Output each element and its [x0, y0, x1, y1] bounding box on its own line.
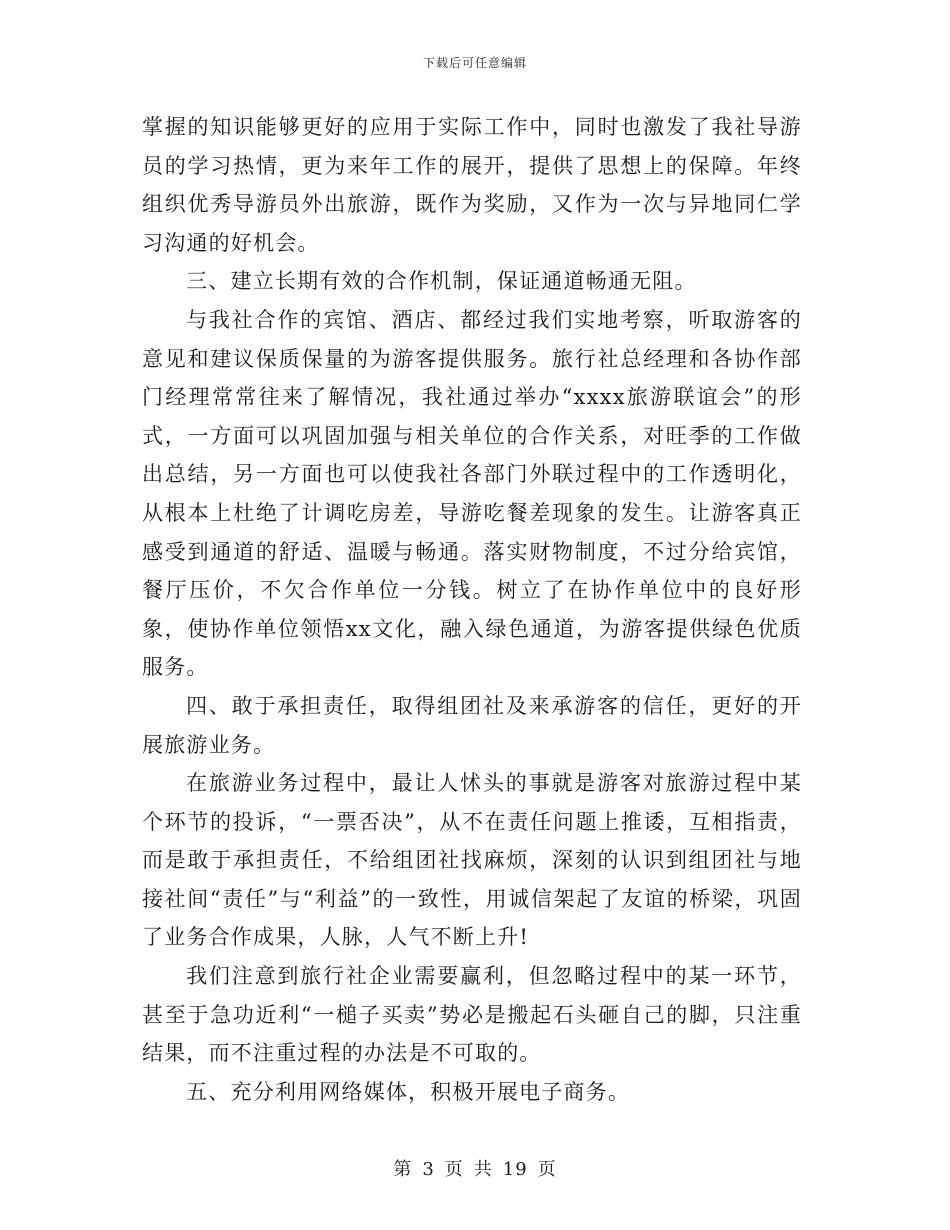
section-heading-3: 三、建立长期有效的合作机制，保证通道畅通无阻。: [186, 269, 697, 294]
section-heading-5: 五、充分利用网络媒体，积极开展电子商务。: [186, 1079, 631, 1104]
header-note: 下载后可任意编辑: [422, 56, 527, 70]
current-page-number: 3: [422, 1159, 435, 1180]
total-suffix: 页: [537, 1159, 557, 1180]
page-prefix: 第: [393, 1159, 413, 1180]
total-pages-number: 19: [502, 1159, 528, 1180]
paragraph-2: 与我社合作的宾馆、酒店、都经过我们实地考察，听取游客的意见和建议保质保量的为游客提供服务。旅行社总经理和各协作部门经理常常往来了解情况，我社通过举办“xxxx旅游联谊会”的形式，一方面可以巩固加强与相关单位的合作关系，对旺季的工作做出总结，另一方面也可以使我社各部门外联过程中的工作透明化，从根本上杜绝了计调吃房差，导游吃餐差现象的发生。让游客真正感受到通道的舒适、温暖与畅通。落实财物制度，不过分给宾馆，餐厅压价，不欠合作单位一分钱。树立了在协作单位中的良好形象，使协作单位领悟xx文化，融入绿色通道，为游客提供绿色优质服务。: [142, 307, 802, 680]
paragraph-4: 我们注意到旅行社企业需要赢利，但忽略过程中的某一环节，甚至于急功近利“一槌子买卖”势必是搬起石头砸自己的脚，只注重结果，而不注重过程的办法是不可取的。: [142, 964, 802, 1066]
body-content: [142, 108, 802, 1111]
section-heading-4: 四、敢于承担责任，取得组团社及来承游客的信任，更好的开展旅游业务。: [142, 693, 802, 757]
page-word: 页: [444, 1159, 464, 1180]
total-prefix: 共: [473, 1159, 493, 1180]
page-number-footer: [0, 1155, 950, 1181]
paragraph-3: 在旅游业务过程中，最让人怵头的事就是游客对旅游过程中某个环节的投诉，“一票否决”，从不在责任问题上推诿，互相指责，而是敢于承担责任，不给组团社找麻烦，深刻的认识到组团社与地接社间“责任”与“利益”的一致性，用诚信架起了友谊的桥梁，巩固了业务合作成果，人脉，人气不断上升!: [142, 771, 802, 950]
paragraph-1: 掌握的知识能够更好的应用于实际工作中，同时也激发了我社导游员的学习热情，更为来年工作的展开，提供了思想上的保障。年终组织优秀导游员外出旅游，既作为奖励，又作为一次与异地同仁学习沟通的好机会。: [142, 115, 802, 255]
